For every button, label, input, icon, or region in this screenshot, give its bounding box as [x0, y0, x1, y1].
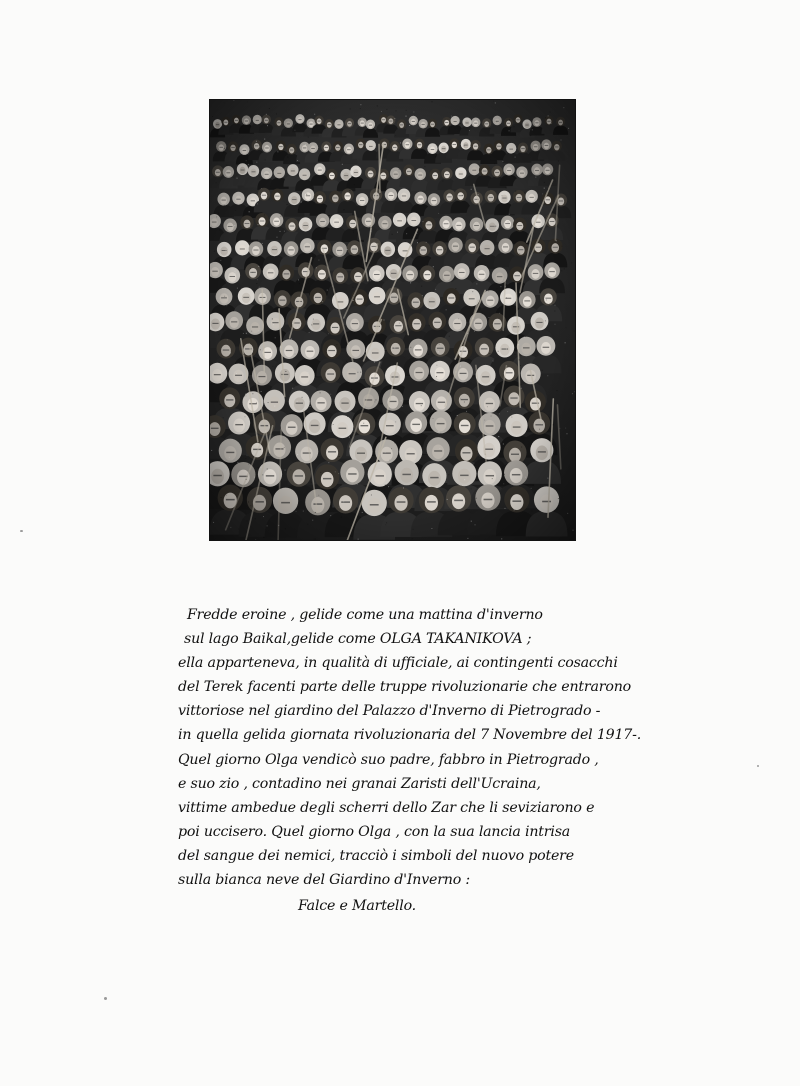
scan-speck: [757, 765, 759, 767]
poem-closing-line: Falce e Martello.: [298, 898, 416, 915]
poem-text: [178, 603, 658, 918]
poem-line: poi uccisero. Quel giorno Olga , con la sua lancia intrisa: [178, 823, 571, 840]
poem-line: Quel giorno Olga vendicò suo padre, fabbro in Pietrogrado ,: [178, 751, 599, 768]
poem-line: vittoriose nel giardino del Palazzo d'Inverno di Pietrogrado -: [178, 703, 601, 720]
scan-speck: [104, 997, 107, 1000]
scan-speck: [20, 530, 23, 532]
historical-group-photo: [210, 100, 575, 540]
photo-image: [210, 100, 575, 540]
poem-line: Fredde eroine , gelide come una mattina d'inverno: [187, 607, 543, 623]
poem-line: sul lago Baikal,gelide come OLGA TAKANIKOVA ;: [184, 631, 532, 648]
poem-line: e suo zio , contadino nei granai Zaristi dell'Ucraina,: [178, 775, 541, 792]
poem-line: del Terek facenti parte delle truppe rivoluzionarie che entrarono: [178, 679, 631, 696]
poem-line: ella apparteneva, in qualità di ufficiale, ai contingenti cosacchi: [178, 655, 618, 672]
poem-line: vittime ambedue degli scherri dello Zar che li seviziarono e: [178, 799, 595, 816]
poem-line: del sangue dei nemici, tracciò i simboli del nuovo potere: [178, 847, 574, 864]
poem-line: in quella gelida giornata rivoluzionaria del 7 Novembre del 1917-.: [178, 727, 642, 744]
poem-line: sulla bianca neve del Giardino d'Inverno :: [178, 872, 470, 889]
